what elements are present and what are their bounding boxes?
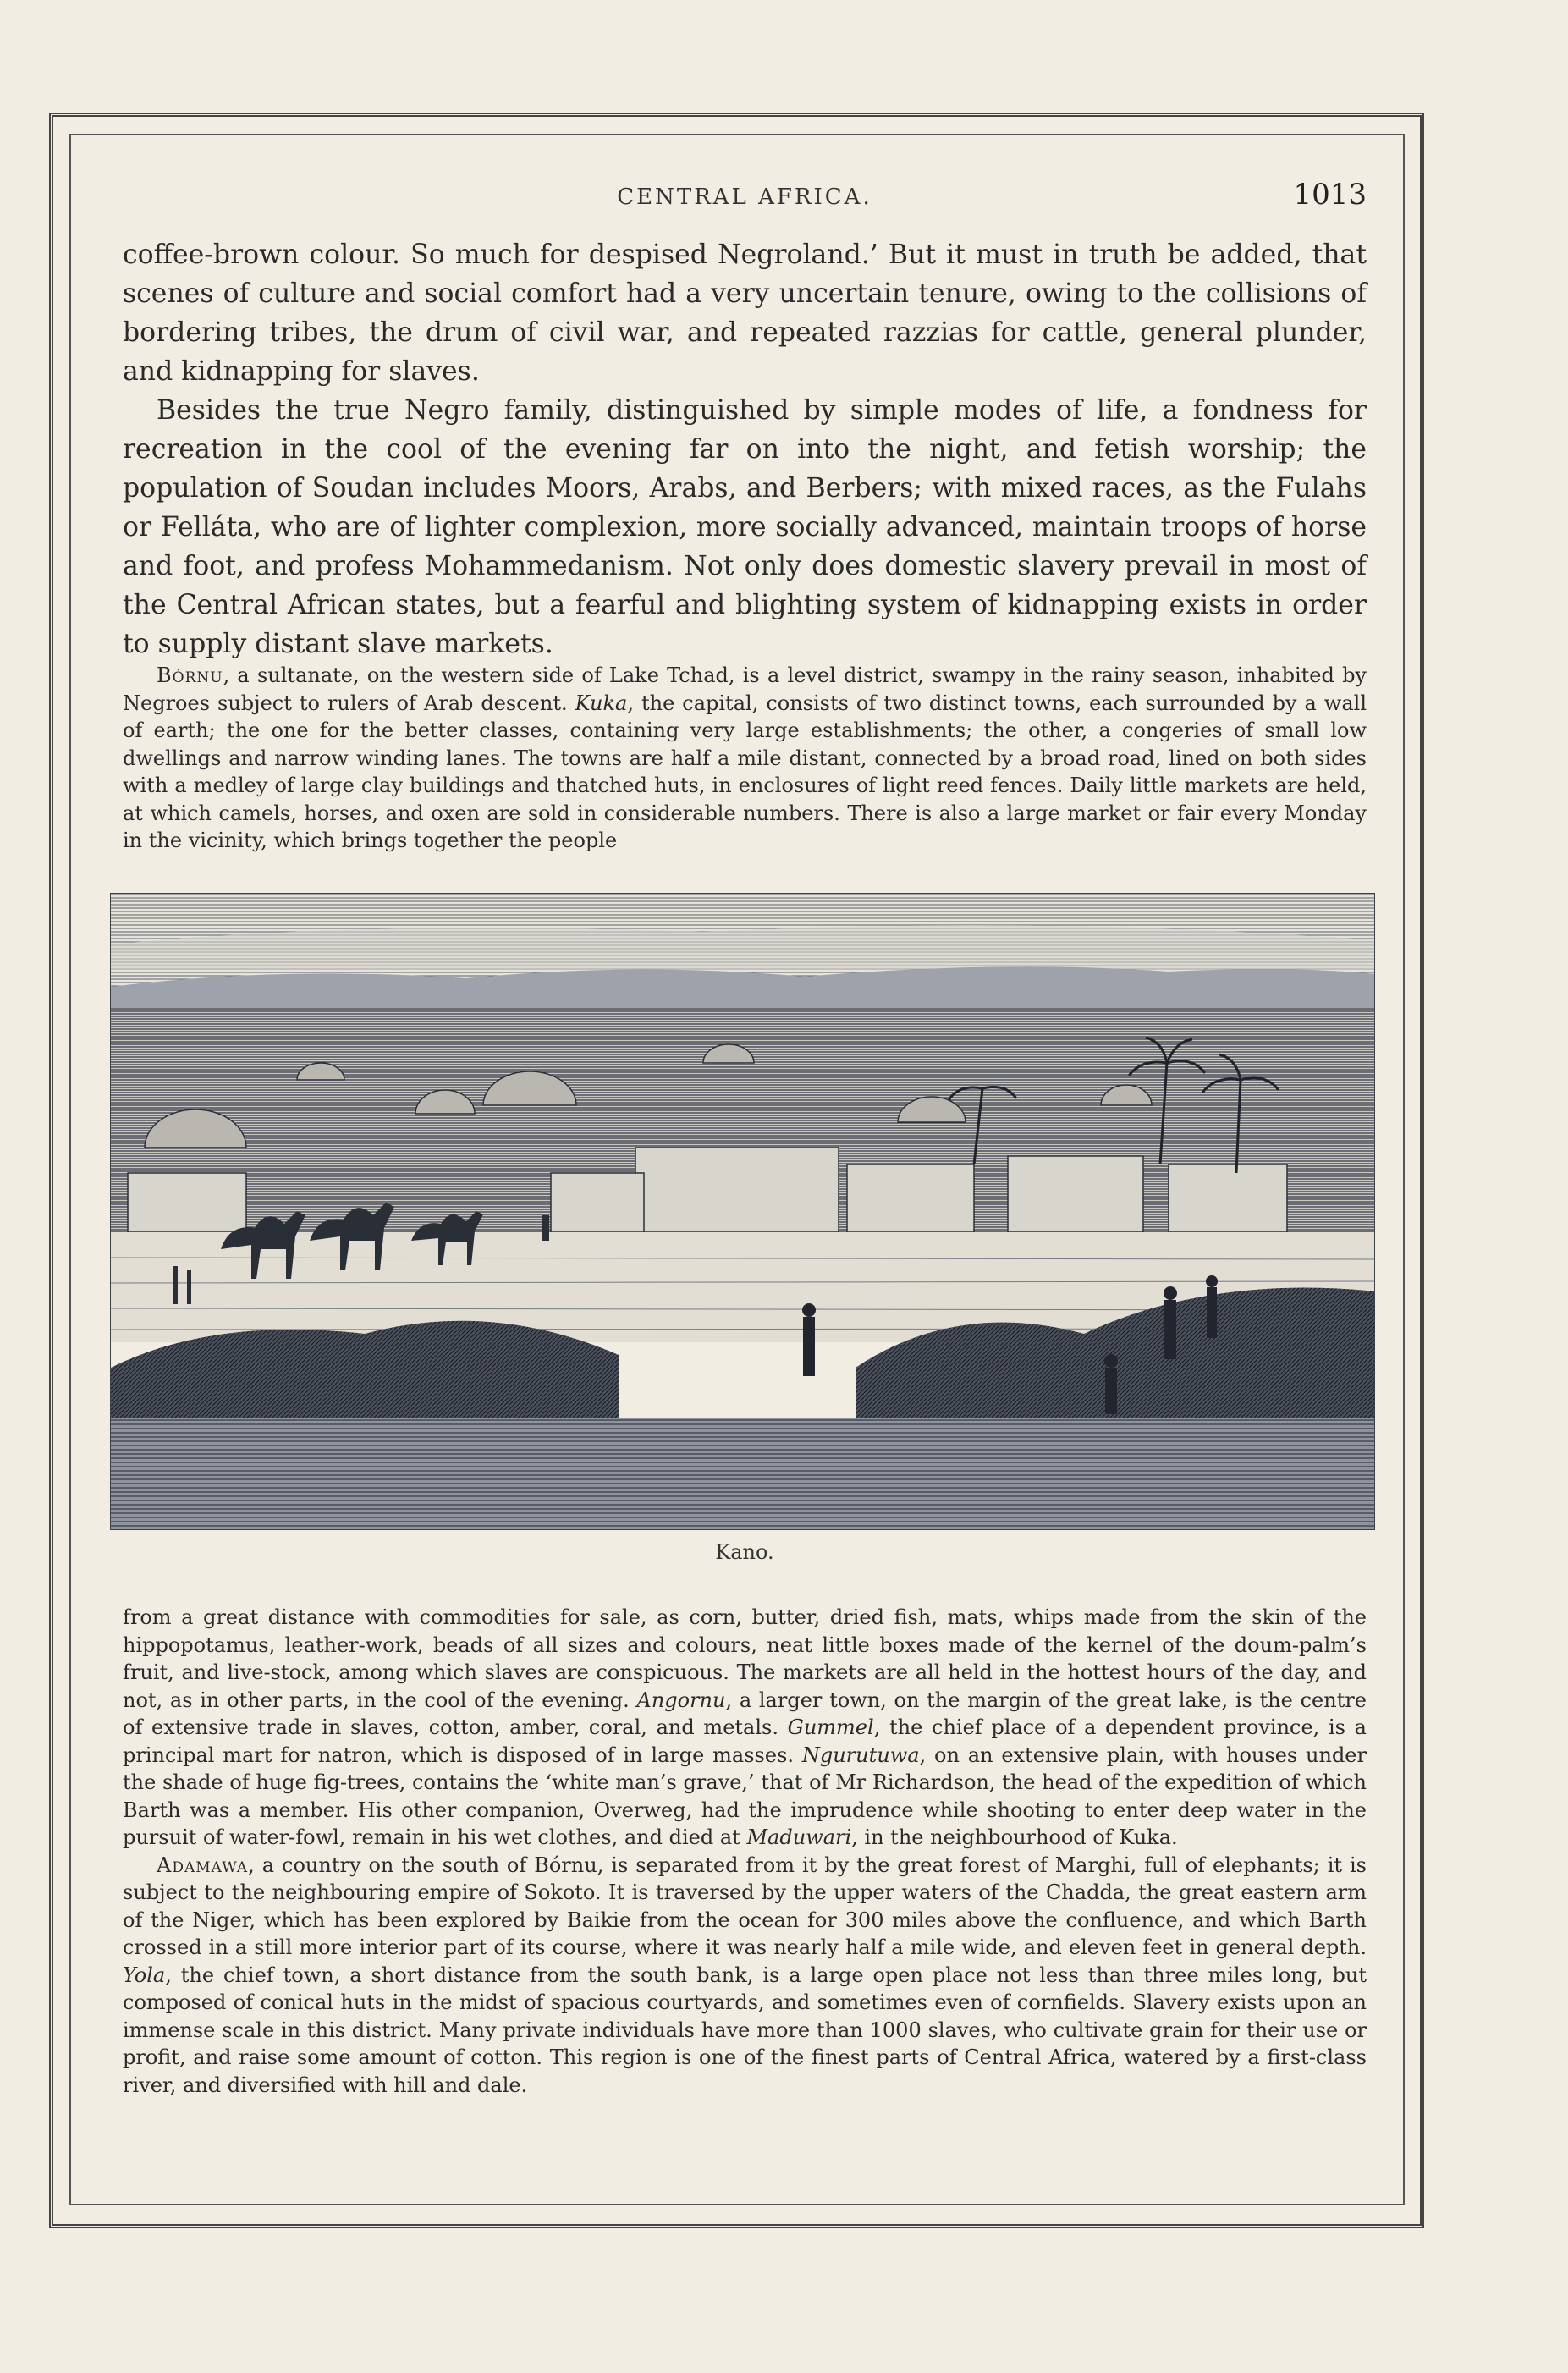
continuation-paragraph bbox=[123, 1604, 1367, 1852]
clouds bbox=[111, 925, 1375, 970]
continuation-text-1: from a great distance with commodities for sale, as corn, butter, dried fish, mats, whips made from the skin of the hippopotamus, leather-work, beads of all sizes and colours, neat little boxes made of the kernel of the doum-palm’s fruit, and live-stock, among which slaves are conspicuous. The markets are all held in the hottest hours of the day, and not, as in other parts, in the cool of the evening. bbox=[123, 1605, 1367, 1712]
adamawa-text-2: , the chief town, a short distance from the south bank, is a large open place not less than three miles long, but composed of conical huts in the midst of spacious courtyards, and sometimes even of cornfields. Slavery exists upon an immense scale in this district. Many private individuals have more than 1000 slaves, who cultivate grain for their use or profit, and raise some amount of cotton. This region is one of the finest parts of Central Africa, watered by a first-class river, and diversified with hill and dale. bbox=[123, 1963, 1367, 2097]
gummel-term: Gummel bbox=[787, 1715, 874, 1739]
angornu-term: Angornu bbox=[636, 1688, 726, 1712]
bornu-paragraph bbox=[123, 662, 1367, 855]
continuation-section bbox=[123, 1604, 1367, 2099]
yola-term: Yola bbox=[123, 1963, 166, 1987]
bornu-lead: Bórnu bbox=[157, 663, 223, 687]
kano-engraving bbox=[110, 893, 1375, 1530]
adamawa-text-1: , a country on the south of Bórnu, is separated from it by the great forest of Marghi, full of elephants; it is subject to the neighbouring empire of Sokoto. It is traversed by the upper waters of the Chadda, the great eastern arm of the Niger, which has been explored by Baikie from the ocean for 300 miles above the confluence, and which Barth crossed in a still more interior part of its course, where it was nearly half a mile wide, and eleven feet in general depth. bbox=[123, 1853, 1367, 1959]
adamawa-paragraph bbox=[123, 1852, 1367, 2100]
illustration-caption: Kano. bbox=[715, 1540, 774, 1564]
continuation-text-3: , the chief place of a dependent province, is a principal mart for natron, which is disposed of in large masses. bbox=[123, 1715, 1367, 1767]
water bbox=[111, 1418, 1375, 1530]
kano-engraving-drawing bbox=[111, 894, 1375, 1530]
running-head bbox=[123, 176, 1367, 223]
continuation-text-4: , on an extensive plain, with houses under the shade of huge fig-trees, contains the ‘white man’s grave,’ that of Mr Richardson, the head of the expedition of which Barth was a member. His other companion, Overweg, had the imprudence while shooting to enter deep water in the pursuit of water-fowl, remain in his wet clothes, and died at bbox=[123, 1743, 1367, 1849]
intro-paragraph-1: coffee-brown colour. So much for despised Negroland.’ But it must in truth be added, that scenes of culture and social comfort had a very uncertain tenure, owing to the collisions of bordering tribes, the drum of civil war, and repeated razzias for cattle, general plunder, and kidnapping for slaves. bbox=[123, 240, 1367, 387]
bornu-text-1: , a sultanate, on the western side of Lake Tchad, is a level district, swampy in the rainy season, inhabited by Negroes subject to rulers of Arab descent. bbox=[123, 663, 1367, 715]
continuation-text-2: , a larger town, on the margin of the great lake, is the centre of extensive trade in slaves, cotton, amber, coral, and metals. bbox=[123, 1688, 1367, 1739]
running-title: CENTRAL AFRICA. bbox=[617, 184, 872, 210]
maduwari-term: Maduwari bbox=[746, 1825, 852, 1849]
intro-text bbox=[123, 235, 1367, 663]
bornu-text-2: , the capital, consists of two distinct towns, each surrounded by a wall of earth; the one for the better classes, containing very large establishments; the other, a congeries of small low dwellings and narrow winding lanes. The towns are half a mile distant, connected by a broad road, lined on both sides with a medley of large clay buildings and thatched huts, in enclosures of light reed fences. Daily little markets are held, at which camels, horses, and oxen are sold in considerable numbers. There is also a large market or fair every Monday in the vicinity, which brings together the people bbox=[123, 691, 1367, 852]
kuka-term: Kuka bbox=[575, 691, 628, 715]
bornu-section bbox=[123, 662, 1367, 855]
continuation-text-5: , in the neighbourhood of Kuka. bbox=[851, 1825, 1178, 1849]
adamawa-lead: Adamawa bbox=[157, 1853, 249, 1877]
intro-paragraph-2: Besides the true Negro family, distinguished by simple modes of life, a fondness for recreation in the cool of the evening far on into the night, and fetish worship; the population of Soudan includes Moors, Arabs, and Berbers; with mixed races, as the Fulahs or Felláta, who are of lighter complexion, more socially advanced, maintain troops of horse and foot, and profess Mohammedanism. Not only does domestic slavery prevail in most of the Central African states, but a fearful and blighting system of kidnapping exists in order to supply distant slave markets. bbox=[123, 395, 1367, 659]
page-number: 1013 bbox=[1293, 178, 1367, 212]
ngurutuwa-term: Ngurutuwa bbox=[801, 1743, 920, 1767]
